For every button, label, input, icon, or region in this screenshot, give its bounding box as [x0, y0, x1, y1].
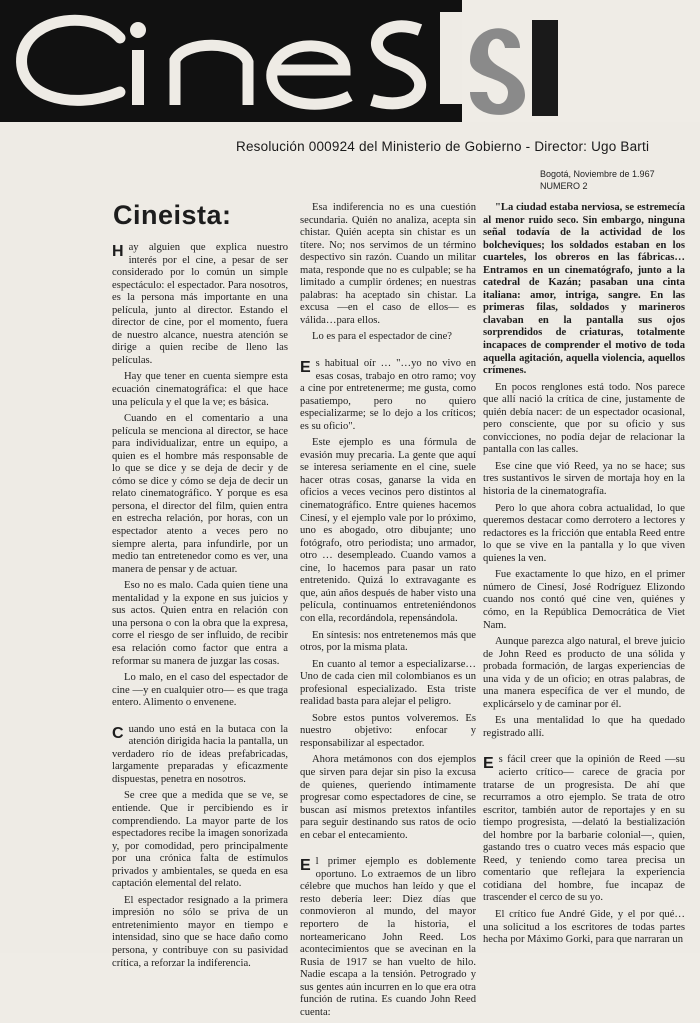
drop-cap: E [300, 359, 311, 377]
paragraph: Esa indiferencia no es una cuestión secundaria. Quién no analiza, acepta sin chistar. Quién acepta sin chistar es un títere. No; nos servimos de un término despectivo sin razón. Cuando un militar mata, responde que no es culpable; se ha limitado a cumplir órdenes; en nuestras palabras: ha aceptado sin chistar. La excusa —en el caso de ellos— es válida…para ellos. [300, 202, 476, 326]
paragraph: Fue exactamente lo que hizo, en el primer número de Cinesí, José Rodríguez Elizondo cuando nos contó qué cine ven, quiénes y cómo, en la República Democrática de Viet Nam. [483, 569, 685, 631]
drop-cap: H [112, 243, 124, 260]
paragraph-text: ay alguien que explica nuestro interés por el cine, a pesar de ser considerado por lo común un simple espectáculo: el espectador. Para nosotros, es la persona más importante en una película, junto al director. Estando el director de cine, por el momento, fuera de nuestro alcance, nuestra atención se dirige a quien recibe de lleno las películas. [112, 242, 288, 366]
paragraph: Este ejemplo es una fórmula de evasión muy precaria. La gente que aquí se interesa seriamente en el cine, suele hacer otras cosas, ganarse la vida en oficios a veces vecinos pero distintos al cinematográfico. Entre quienes hacemos Cinesí, y el ejemplo vale por lo próximo, uno es abogado, otro dibujante; uno fotógrafo, otro periodista; uno armador, otro … desempleado. Cuando vamos a cine, lo hacemos para pasar un rato entretenido. Quizá lo extravagante es que, aún años después de haber visto una película, continuamos entreteniéndonos con ella, recordándola, repensándola. [300, 437, 476, 624]
dateline: Bogotá, Noviembre de 1.967 [540, 169, 655, 179]
paragraph-text: l primer ejemplo es doblemente oportuno. Lo extraemos de un libro célebre que muchos han leído y que el resto debería leer: Diez días que conmovieron al mundo, del mayor reportero de la historia, el norteamericano John Reed. Los acontecimientos que se avecinan en la Rusia de 1917 se han vuelto de hilo. Nadie escapa a la tensión. Petrogrado y sus gentes aún incurren en lo que era otra función de rutina. Es cuando John Reed cuenta: [300, 856, 476, 1018]
issue-number: NUMERO 2 [540, 181, 588, 191]
resolution-line: Resolución 000924 del Ministerio de Gobierno - Director: Ugo Barti [236, 139, 650, 154]
paragraph [300, 358, 476, 433]
paragraph-text: s fácil creer que la opinión de Reed —su acierto crítico— carece de gracia por tratarse de un progresista. De ahí que recurramos a otro ejemplo. Se trata de otro escritor, también autor de reportajes y en su tiempo progresista, —delató la bestialización del hombre por la barbarie colonial—, quien, gastando tres o cuatro veces más espacio que Reed, y teniendo como tarea precisa un comentario que reflejara la experiencia cotidiana del hombre, fue incapaz de trascender el cerco de su yo. [483, 754, 685, 904]
drop-cap: E [483, 755, 494, 773]
paragraph: Lo malo, en el caso del espectador de cine —y en cualquier otro— es que traga entero. Alimento o envenene. [112, 672, 288, 709]
column-2 [300, 202, 476, 1023]
issue-info [540, 168, 690, 192]
cinesi-logo [0, 0, 700, 122]
column-1 [112, 242, 288, 974]
paragraph [112, 242, 288, 367]
article-title: Cineista: [113, 200, 232, 230]
paragraph: Se cree que a medida que se ve, se entiende. Que ir percibiendo es ir comprendiendo. La mayor parte de los espectadores recibe la imagen sonorizada y, por comodidad, pero principalmente por una crónica falta de estímulos privados y ambientales, se queda en esa captación elemental del relato. [112, 790, 288, 890]
paragraph-text: uando uno está en la butaca con la atención dirigida hacia la pantalla, un verdadero río de ideas prefabricadas, largamente preparadas y eficazmente dispuestas, penetra en nosotros. [112, 723, 288, 785]
paragraph: Cuando en el comentario a una película se menciona al director, se hace para individualizar, entre un equipo, a quien es el hombre más responsable de lo que se dice y se deja de decir y de cómo se dice y cómo se deja de decir un relato cinematográfico. Y porque es esa persona, el director del film, quien entra en estrecha relación, por horas, con un espectador atento a veces pero no siempre alerta, para infundirle, por un medio tan entretenedor como es ver, una manera de pensar y de actuar. [112, 413, 288, 575]
paragraph: Eso no es malo. Cada quien tiene una mentalidad y la expone en sus juicios y sus actos. Quien entra en relación con una persona o con la obra que la expresa, corre el riesgo de ser influido, de recibir esa relación como factor que entra a reformar su manera de juzgar las cosas. [112, 580, 288, 667]
paragraph [300, 856, 476, 1019]
column-3 [483, 202, 685, 951]
drop-cap: C [112, 724, 124, 742]
paragraph: Hay que tener en cuenta siempre esta ecuación cinematográfica: el que hace una película y el que la ve; es básica. [112, 371, 288, 408]
reed-quote: "La ciudad estaba nerviosa, se estremecía al menor ruido seco. Sin embargo, ninguna señal todavía de la actividad de los bolcheviques; los soldados estaban en los cuarteles, los obreros en las fábricas… Entramos en un cinematógrafo, junto a la catedral de Kazán; pasaban una cinta italiana: amor, intriga, sangre. En las primeras filas, soldados y marineros clavaban en la pantalla sus ojos sorprendidos de criaturas, totalmente incapaces de comprender el motivo de toda aquella agitación, aquella violencia, aquellos crímenes. [483, 202, 685, 377]
paragraph: Ahora metámonos con dos ejemplos que sirven para dejar sin piso la excusa de quienes, queriendo íntimamente progresar como espectadores de cine, se buscan así mismos pretextos infantiles para seguir destinando sus ratos de ocio en cebar el entecamiento. [300, 754, 476, 841]
paragraph: Lo es para el espectador de cine? [312, 331, 452, 343]
paragraph: Ese cine que vió Reed, ya no se hace; sus tres sustantivos le sirven de mortaja hoy en la historia de la cinematografía. [483, 460, 685, 498]
paragraph: El crítico fue André Gide, y el por qué… una solicitud a los escritores de todas partes hecha por Máximo Gorki, para que narraran un [483, 908, 685, 946]
paragraph: El espectador resignado a la primera impresión no sólo se priva de un entretenimiento mayor en tiempo e intensidad, sino que se hace daño como persona, y contribuye con su pasividad crítica, a reforzar la indiferencia. [112, 894, 288, 969]
paragraph: Aunque parezca algo natural, el breve juicio de John Reed es producto de una sólida y probada formación, de largas experiencias de una vida y de un oficio; en otras palabras, de una manera específica de ver el mundo, de explicárselo y de caminar por él. [483, 636, 685, 710]
paragraph: En síntesis: nos entretenemos más que otros, por la misma plata. [300, 629, 476, 654]
paragraph: En pocos renglones está todo. Nos parece que allí nació la crítica de cine, justamente de quién debía nacer: de un espectador ocasional, pero consciente, que por su oficio y sus convicciones, no podía dejar de relacionar la pantalla con las calles. [483, 381, 685, 456]
paragraph: Pero lo que ahora cobra actualidad, lo que queremos destacar como derrotero a lectores y redactores es la fricción que entabla Reed entre lo que se vive en la pantalla y lo que viven quienes la ven. [483, 502, 685, 564]
masthead [0, 0, 700, 122]
paragraph [112, 724, 288, 787]
paragraph: Es una mentalidad lo que ha quedado registrado allí. [483, 715, 685, 739]
paragraph [483, 754, 685, 905]
paragraph: En cuanto al temor a especializarse… Uno de cada cien mil colombianos es un profesional especializado. Esta triste realidad basta para alejar el peligro. [300, 658, 476, 708]
paragraph-text: s habitual oír … "…yo no vivo en esas cosas, trabajo en otro ramo; voy a cine por entretenerme; me gusta, como pasatiempo, pero no quiero especializarme; se lo dejo a los críticos; es su oficio". [300, 358, 476, 432]
paragraph: Sobre estos puntos volveremos. Es nuestro objetivo: enfocar y responsabilizar al espectador. [300, 712, 476, 749]
drop-cap: E [300, 857, 311, 875]
